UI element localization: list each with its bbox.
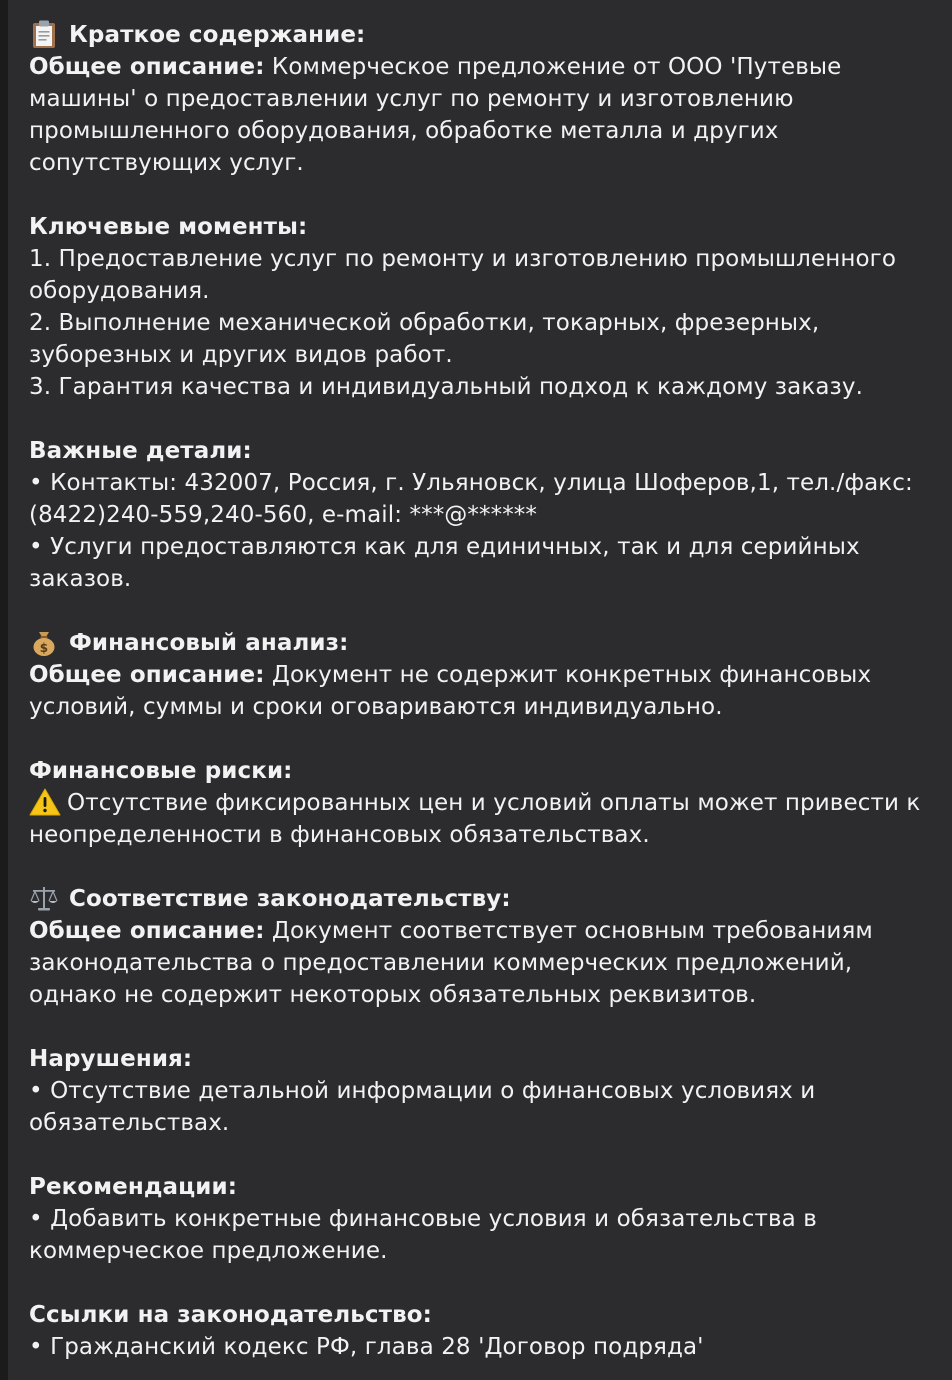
reference-item: • Гражданский кодекс РФ, глава 28 'Договор подряда' [29,1334,704,1360]
scales-icon [29,883,59,911]
references-title: Ссылки на законодательство: [29,1302,432,1328]
key-point-item: 3. Гарантия качества и индивидуальный подход к каждому заказу. [29,374,863,400]
violations-title: Нарушения: [29,1046,193,1072]
key-point-item: 1. Предоставление услуг по ремонту и изготовлению промышленного оборудования. [29,246,897,304]
money-bag-icon [29,627,59,655]
summary-overview [29,51,932,179]
details-title: Важные детали: [29,438,252,464]
legal-overview-label: Общее описание: [29,918,265,944]
finance-risk-item [29,787,932,851]
finance-risks-title: Финансовые риски: [29,758,293,784]
finance-risk-text: Отсутствие фиксированных цен и условий оплаты может привести к неопределенности в финансовых обязательствах. [29,790,921,848]
violation-item: • Отсутствие детальной информации о финансовых условиях и обязательствах. [29,1078,816,1136]
key-point-item: 2. Выполнение механической обработки, токарных, фрезерных, зуборезных и других видов работ. [29,310,820,368]
legal-overview [29,915,932,1011]
finance-overview [29,659,932,723]
details-item: • Контакты: 432007, Россия, г. Ульяновск, улица Шоферов,1, тел./факс: (8422)240-559,240-560, e-mail: ***@****** [29,470,913,528]
legal-heading [29,883,932,915]
recommendations-title: Рекомендации: [29,1174,238,1200]
legal-title: Соответствие законодательству: [69,886,511,912]
warning-icon [29,787,59,815]
finance-heading [29,627,932,659]
key-points-title: Ключевые моменты: [29,214,308,240]
message-bubble [8,0,952,1380]
clipboard-icon [29,19,59,47]
finance-overview-text: Документ не содержит конкретных финансовых условий, суммы и сроки оговариваются индивидуально. [29,662,872,720]
summary-overview-text: Коммерческое предложение от ООО 'Путевые машины' о предоставлении услуг по ремонту и изготовлению промышленного оборудования, обработке металла и других сопутствующих услуг. [29,54,842,176]
svg-text:$: $ [39,641,49,655]
summary-overview-label: Общее описание: [29,54,265,80]
legal-overview-text: Документ соответствует основным требованиям законодательства о предоставлении коммерческих предложений, однако не содержит некоторых обязательных реквизитов. [29,918,873,1008]
summary-title: Краткое содержание: [69,22,366,48]
finance-title: Финансовый анализ: [69,630,349,656]
summary-heading [29,19,932,51]
recommendation-item: • Добавить конкретные финансовые условия и обязательства в коммерческое предложение. [29,1206,817,1264]
details-item: • Услуги предоставляются как для единичных, так и для серийных заказов. [29,534,860,592]
finance-overview-label: Общее описание: [29,662,265,688]
